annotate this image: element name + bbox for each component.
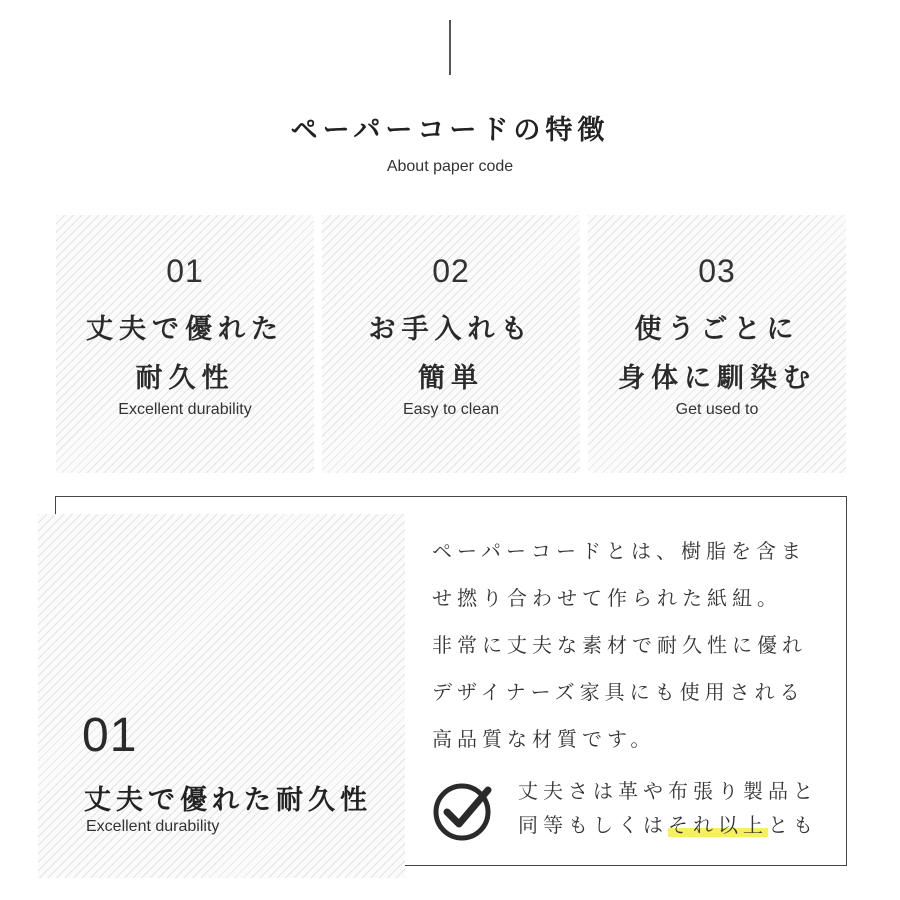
feature-english-label: Easy to clean — [402, 401, 500, 418]
note-line2 — [518, 808, 838, 842]
feature-number: 03 — [698, 253, 736, 289]
note-text: とも — [768, 813, 818, 837]
feature-number: 02 — [432, 253, 470, 289]
description-line: せ撚り合わせて作られた紙紐。 — [432, 586, 782, 610]
feature-english-label: Excellent durability — [118, 401, 252, 418]
section-title: ペーパーコードの特徴 — [290, 115, 610, 146]
feature-title-line1: 使うごとに — [634, 314, 800, 345]
note-highlight: それ以上 — [668, 813, 768, 837]
section-subtitle: About paper code — [386, 158, 514, 175]
feature-title-line2: 簡単 — [418, 363, 484, 394]
feature-card-easy-clean[interactable] — [322, 215, 580, 473]
feature-card-durability[interactable] — [56, 215, 314, 473]
feature-title-line2: 身体に馴染む — [618, 363, 816, 394]
feature-title-line1: お手入れも — [368, 314, 534, 345]
detail-number: 01 — [82, 709, 138, 762]
feature-title-line1: 丈夫で優れた — [86, 314, 284, 345]
feature-card-get-used[interactable] — [588, 215, 846, 473]
durability-note — [518, 774, 838, 842]
feature-title-line2: 耐久性 — [135, 363, 235, 394]
detail-description — [432, 528, 832, 763]
description-line: ペーパーコードとは、樹脂を含ま — [432, 539, 806, 563]
feature-title — [322, 305, 580, 403]
check-circle-icon — [432, 780, 494, 842]
feature-number: 01 — [166, 253, 204, 289]
top-divider-line — [449, 20, 451, 75]
feature-title — [588, 305, 846, 403]
feature-title — [56, 305, 314, 403]
detail-title: 丈夫で優れた耐久性 — [84, 785, 372, 816]
description-line: 非常に丈夫な素材で耐久性に優れ — [432, 633, 807, 657]
description-line: 高品質な材質です。 — [432, 727, 656, 751]
note-line1: 丈夫さは革や布張り製品と — [518, 779, 818, 803]
description-line: デザイナーズ家具にも使用される — [432, 680, 805, 704]
detail-english-label: Excellent durability — [86, 818, 220, 835]
note-text: 同等もしくは — [518, 813, 668, 837]
feature-english-label: Get used to — [675, 401, 759, 418]
